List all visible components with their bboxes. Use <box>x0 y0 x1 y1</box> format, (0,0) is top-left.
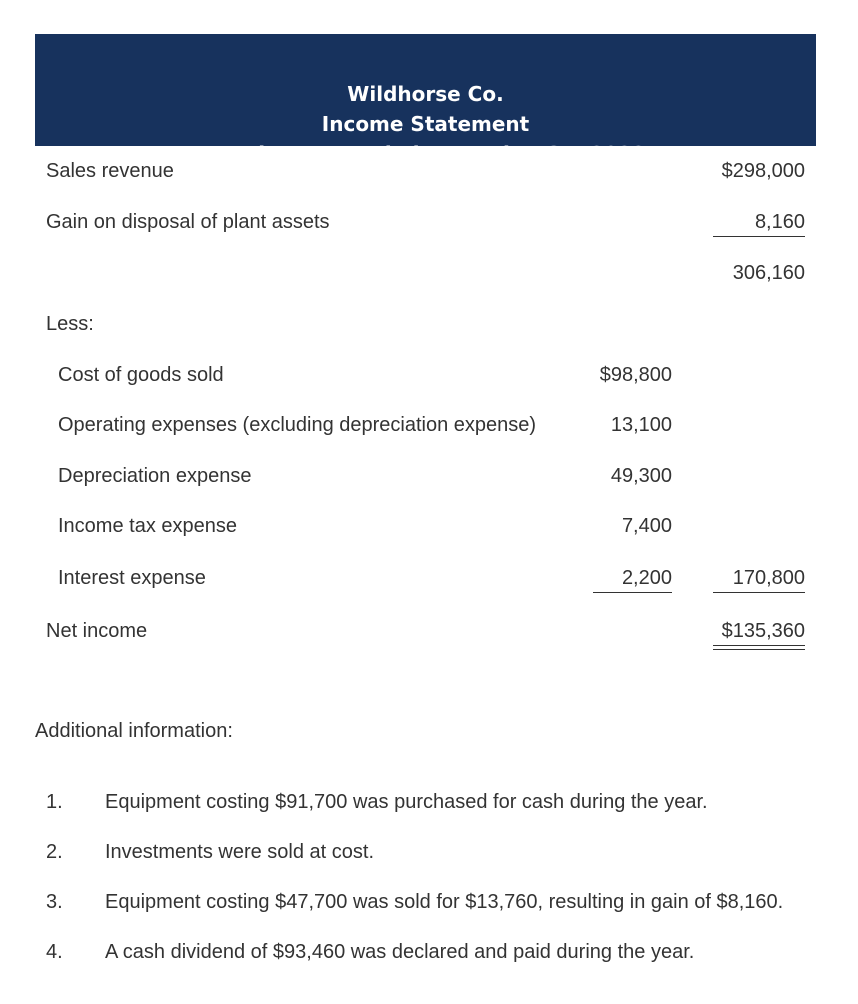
gain-label: Gain on disposal of plant assets <box>46 211 330 233</box>
sales-revenue-value: $298,000 <box>721 160 805 182</box>
statement-period: For the Year Ended December 31, 2022 <box>205 142 646 166</box>
list-item-number: 3. <box>46 891 63 913</box>
expense-value: 13,100 <box>610 414 672 436</box>
expense-label: Depreciation expense <box>58 465 252 487</box>
list-item-number: 4. <box>46 941 63 963</box>
list-item-text: Equipment costing $91,700 was purchased for cash during the year. <box>105 791 708 813</box>
list-item-number: 1. <box>46 791 63 813</box>
total-expenses-value: 170,800 <box>732 567 805 589</box>
company-name: Wildhorse Co. <box>347 82 504 106</box>
expense-label: Cost of goods sold <box>58 364 224 386</box>
subtotal-rule <box>713 236 805 237</box>
expense-label: Income tax expense <box>58 515 237 537</box>
expense-label: Interest expense <box>58 567 206 589</box>
additional-info-title: Additional information: <box>35 720 233 742</box>
expense-label: Operating expenses (excluding depreciation expense) <box>58 414 537 436</box>
expense-value: $98,800 <box>599 364 672 386</box>
net-income-value: $135,360 <box>721 620 805 642</box>
expense-value: 7,400 <box>621 515 672 537</box>
list-item-number: 2. <box>46 841 63 863</box>
list-item-text: Investments were sold at cost. <box>105 841 375 863</box>
expense-value: 2,200 <box>621 567 672 589</box>
expense-subtotal-rule <box>593 592 672 593</box>
net-income-double-rule <box>713 645 805 650</box>
sales-revenue-label: Sales revenue <box>46 160 174 182</box>
statement-title: Income Statement <box>321 112 530 136</box>
net-income-label: Net income <box>46 620 148 642</box>
statement-header <box>35 34 816 166</box>
less-label: Less: <box>46 313 94 335</box>
expense-value: 49,300 <box>610 465 672 487</box>
total-revenue-value: 306,160 <box>732 262 805 284</box>
gain-value: 8,160 <box>754 211 805 233</box>
list-item-text: Equipment costing $47,700 was sold for $13,760, resulting in gain of $8,160. <box>105 891 784 913</box>
list-item-text: A cash dividend of $93,460 was declared and paid during the year. <box>105 941 695 963</box>
total-expenses-rule <box>713 592 805 593</box>
